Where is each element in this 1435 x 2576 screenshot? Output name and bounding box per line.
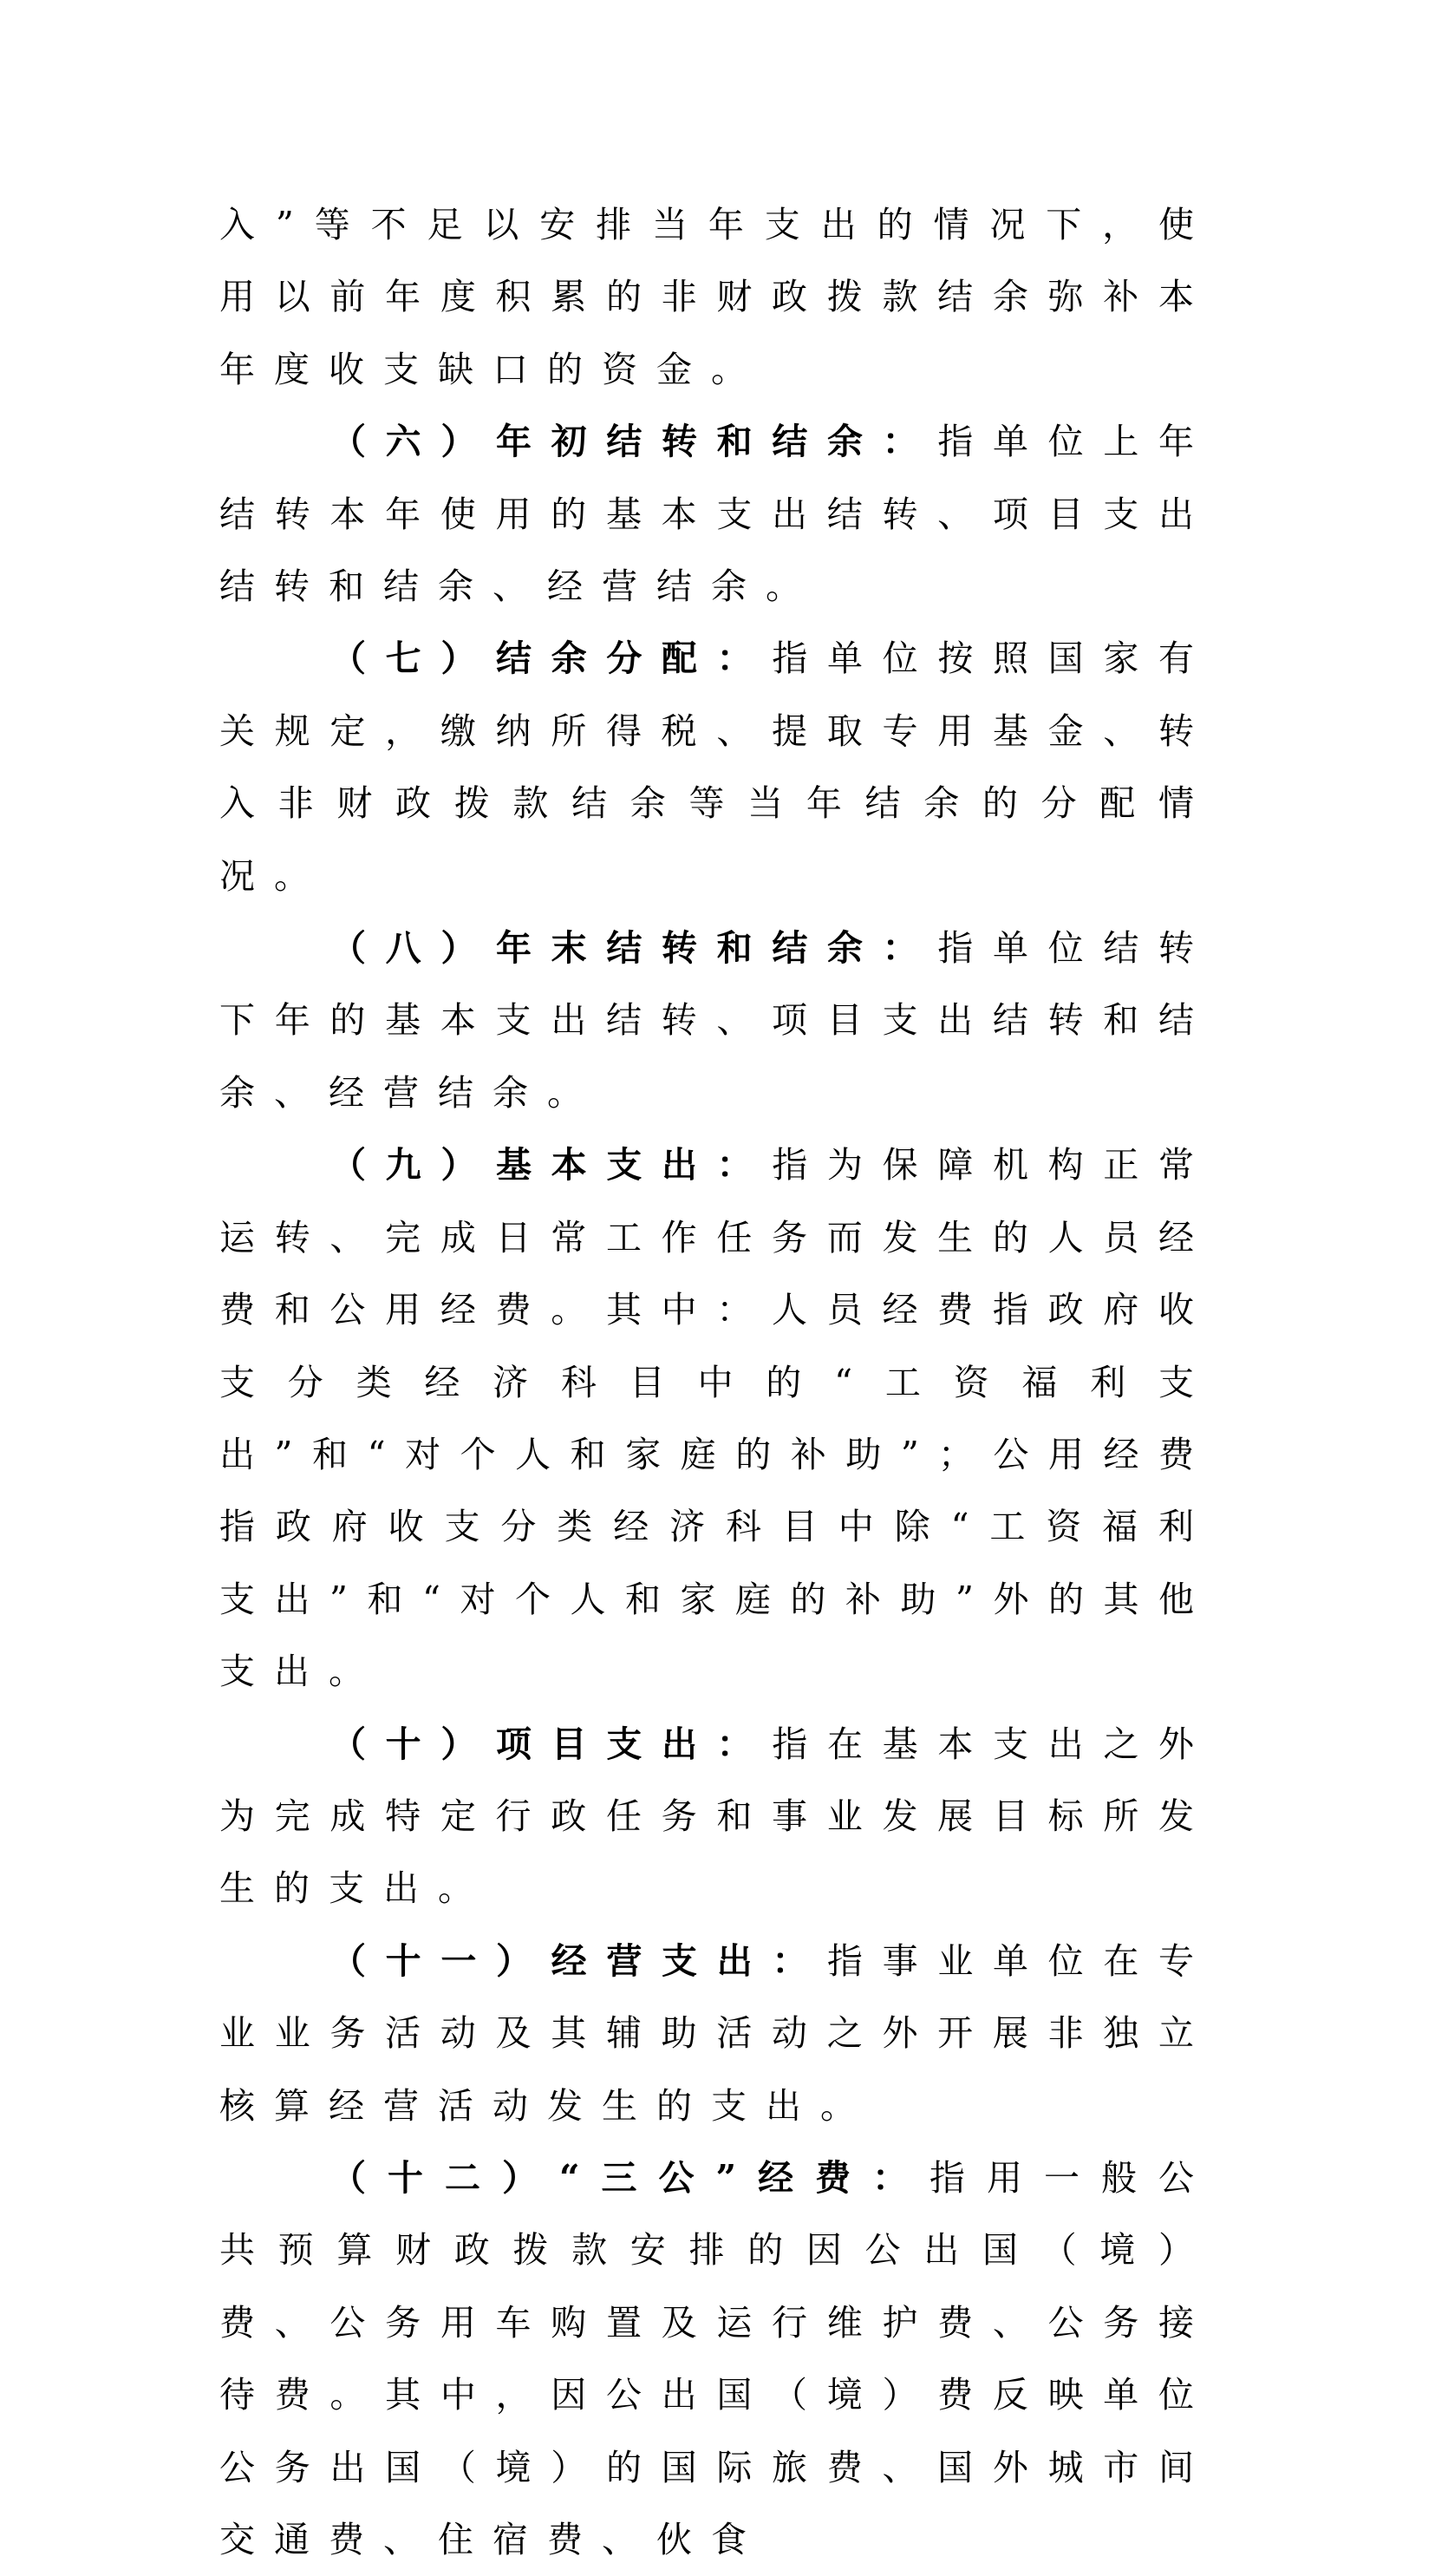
- term-heading: （十二）“三公”经费：: [330, 2156, 930, 2199]
- term-heading: （六）年初结转和结余：: [330, 421, 938, 463]
- paragraph-text: 指事业单位在专业业务活动及其辅助活动之外开展非独立核算经营活动发生的支出。: [219, 1939, 1213, 2127]
- paragraph-item-7: [219, 623, 1213, 912]
- paragraph-text: 入”等不足以安排当年支出的情况下，使用以前年度积累的非财政拨款结余弥补本年度收支缺口的资金。: [219, 204, 1213, 390]
- term-heading: （十一）经营支出：: [330, 1939, 827, 1982]
- paragraph-continuation: [219, 189, 1213, 406]
- paragraph-item-10: [219, 1709, 1213, 1925]
- term-heading: （八）年末结转和结余：: [330, 927, 938, 970]
- paragraph-text: 指在基本支出之外为完成特定行政任务和事业发展目标所发生的支出。: [219, 1723, 1214, 1910]
- term-heading: （十）项目支出：: [330, 1723, 773, 1765]
- paragraph-text: 指用一般公共预算财政拨款安排的因公出国（境）费、公务用车购置及运行维护费、公务接待费。其中，因公出国（境）费反映单位公务出国（境）的国际旅费、国外城市间交通费、住宿费、伙食: [219, 2156, 1214, 2560]
- paragraph-text: 指为保障机构正常运转、完成日常工作任务而发生的人员经费和公用经费。其中：人员经费指政府收支分类经济科目中的“工资福利支出”和“对个人和家庭的补助”；公用经费指政府收支分类经济科目中除“工资福利支出”和“对个人和家庭的补助”外的其他支出。: [219, 1144, 1214, 1693]
- paragraph-text: 指单位上年结转本年使用的基本支出结转、项目支出结转和结余、经营结余。: [219, 421, 1214, 608]
- paragraph-item-8: [219, 912, 1213, 1129]
- paragraph-text: 指单位结转下年的基本支出结转、项目支出结转和结余、经营结余。: [219, 927, 1214, 1114]
- paragraph-item-12: [219, 2142, 1213, 2576]
- term-heading: （七）结余分配：: [330, 637, 773, 680]
- document-page: [219, 189, 1213, 2576]
- paragraph-item-9: [219, 1129, 1213, 1708]
- paragraph-text: 指单位按照国家有关规定，缴纳所得税、提取专用基金、转入非财政拨款结余等当年结余的分配情况。: [219, 637, 1214, 897]
- term-heading: （九）基本支出：: [330, 1144, 773, 1187]
- paragraph-item-11: [219, 1925, 1213, 2142]
- paragraph-item-6: [219, 406, 1213, 623]
